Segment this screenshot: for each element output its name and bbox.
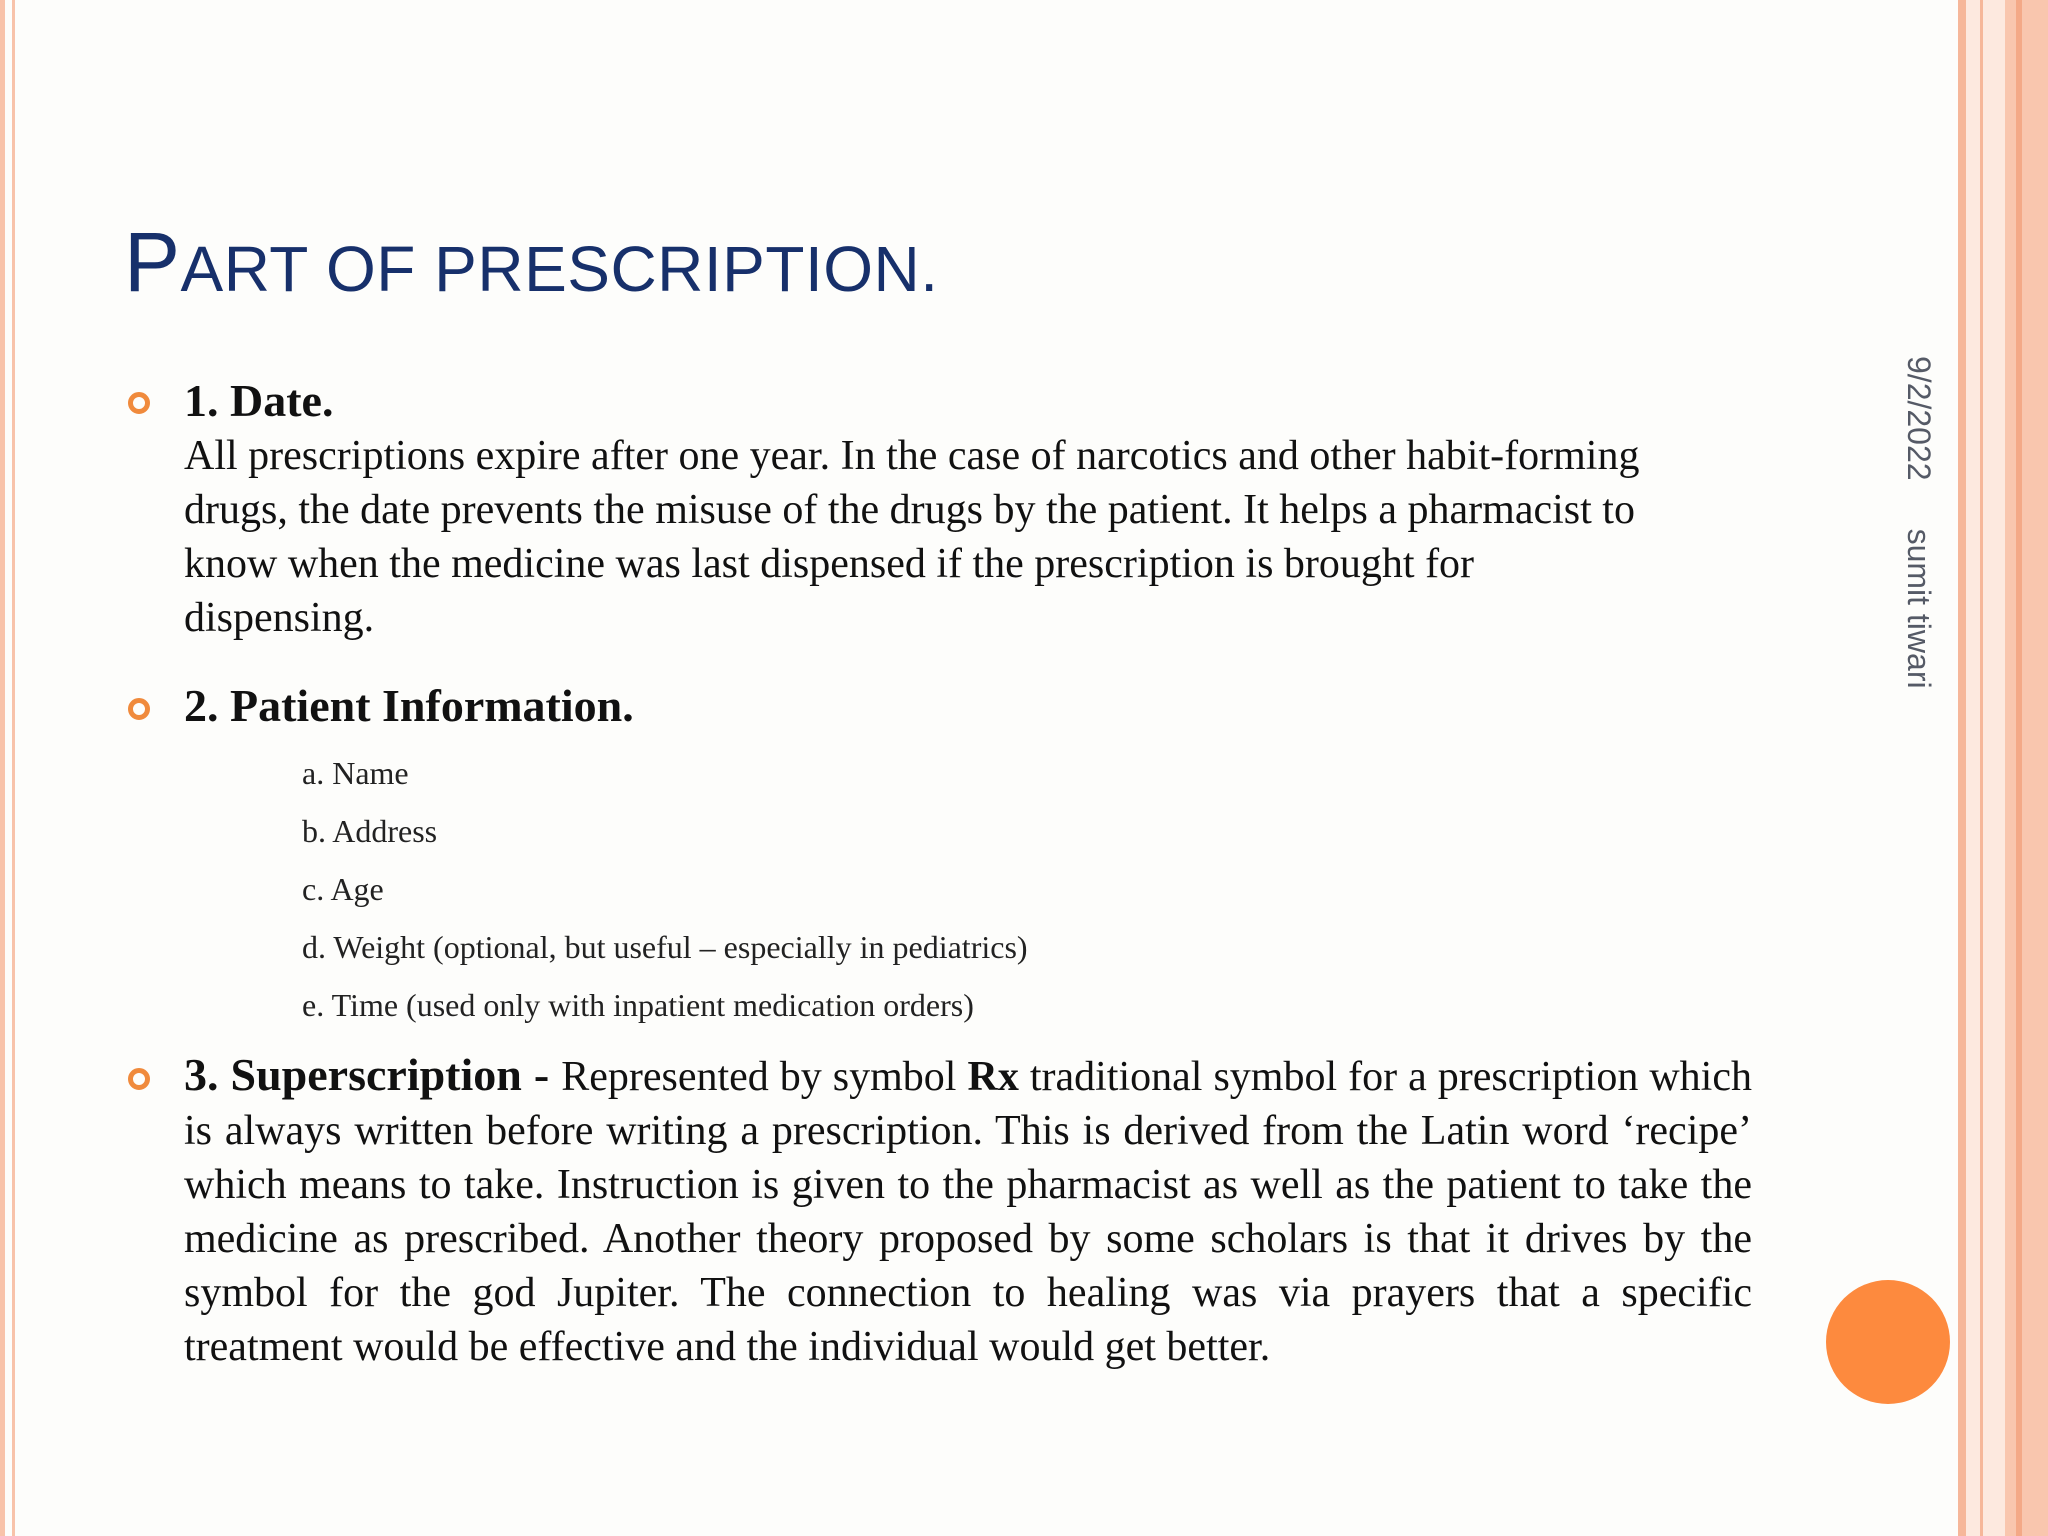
list-item: d. Weight (optional, but useful – especially in pediatrics) (302, 929, 1028, 965)
bullet-icon (128, 698, 150, 720)
section-heading: 2. Patient Information. (184, 680, 634, 731)
title-initial: P (124, 215, 181, 309)
left-border-line-inner (12, 0, 15, 1536)
heading-dash: - (521, 1049, 562, 1100)
section-date (184, 373, 1664, 645)
slide-title (124, 214, 939, 311)
right-stripe (1983, 0, 2005, 1536)
bullet-icon (128, 392, 150, 414)
decorative-orange-circle (1826, 1280, 1950, 1404)
section-body: All prescriptions expire after one year. In the case of narcotics and other habit-forming drugs, the date prevents the misuse of the drugs by the patient. It helps a pharmacist to know when the medicine was last dispensed if the prescription is brought for dispensing. (184, 433, 1640, 641)
bullet-icon (128, 1068, 150, 1090)
list-item: c. Age (302, 871, 384, 907)
section-heading: 1. Date. (184, 375, 334, 426)
right-stripe (2005, 0, 2048, 1536)
side-date: 9/2/2022 (1901, 356, 1937, 481)
section-superscription (184, 1048, 1752, 1374)
list-item: e. Time (used only with inpatient medication orders) (302, 987, 974, 1023)
list-item: b. Address (302, 813, 438, 849)
section-body-post: traditional symbol for a prescription which is always written before writing a prescription. This is derived from the Latin word ‘recipe’ which means to take. Instruction is given to the pharmacist as well as the patient to take the medicine as prescribed. Another theory proposed by some scholars is that it drives by the symbol for the god Jupiter. The connection to healing was via prayers that a specific treatment would be effective and the individual would get better. (184, 1054, 1752, 1370)
patient-info-list (302, 744, 1028, 1034)
right-stripe (1958, 0, 1966, 1536)
section-body-pre: Represented by symbol (561, 1054, 968, 1100)
rx-symbol: Rx (967, 1054, 1019, 1100)
list-item: a. Name (302, 755, 409, 791)
left-border-line (0, 0, 5, 1536)
section-heading: 3. Superscription (184, 1049, 522, 1100)
title-rest: ART OF PRESCRIPTION. (180, 233, 939, 305)
side-author: sumit tiwari (1901, 528, 1937, 689)
section-patient-info (184, 678, 634, 734)
right-stripe (1966, 0, 1980, 1536)
right-stripe (2016, 0, 2022, 1536)
sidebar-footer (1900, 356, 1937, 689)
